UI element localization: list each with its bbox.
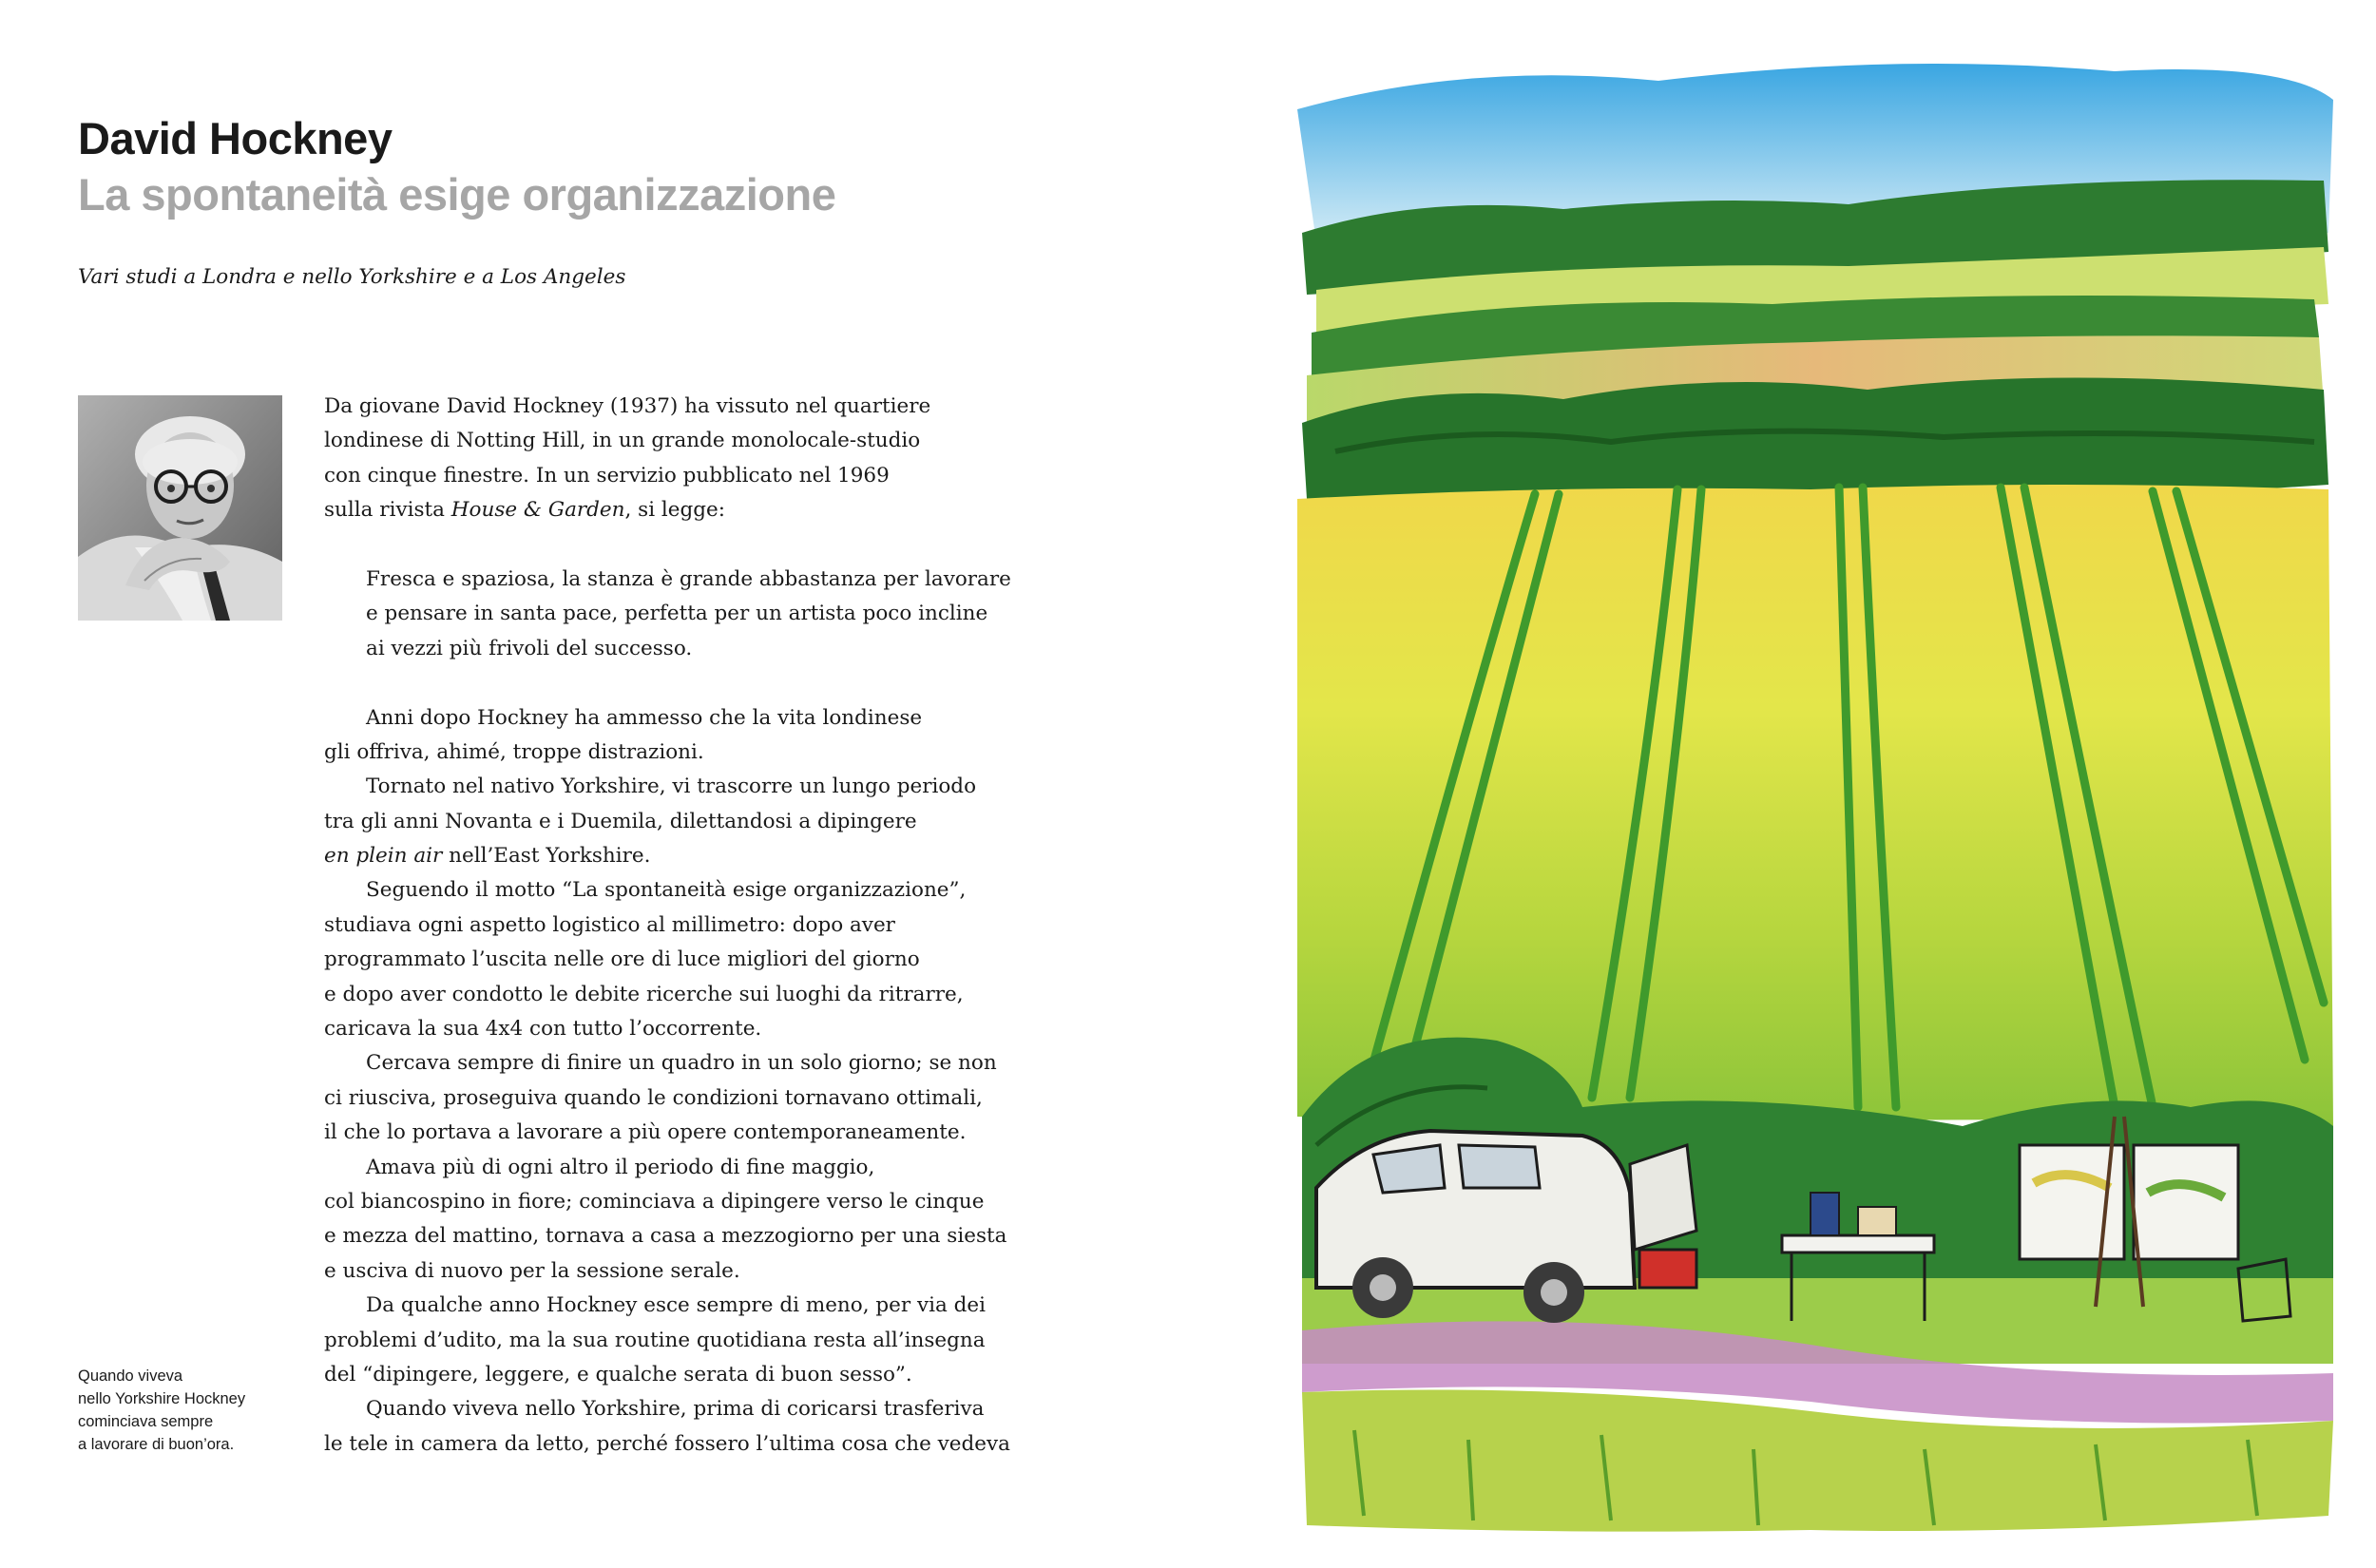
text-line: caricava la sua 4x4 con tutto l’occorrente. xyxy=(324,1017,762,1042)
text-span: nell’East Yorkshire. xyxy=(442,844,651,869)
quote-line: Fresca e spaziosa, la stanza è grande abbastanza per lavorare xyxy=(366,566,1011,591)
text-line: gli offriva, ahimé, troppe distrazioni. xyxy=(324,739,704,764)
portrait-photo xyxy=(78,395,282,621)
text-line: il che lo portava a lavorare a più opere contemporaneamente. xyxy=(324,1120,967,1145)
caption-line: a lavorare di buon’ora. xyxy=(78,1436,235,1453)
text-line: tra gli anni Novanta e i Duemila, dilettandosi a dipingere xyxy=(324,809,917,833)
portrait-illustration xyxy=(78,395,282,621)
text-line: le tele in camera da letto, perché fossero l’ultima cosa che vedeva xyxy=(324,1431,1010,1456)
text-line: Quando viveva nello Yorkshire, prima di coricarsi trasferiva xyxy=(366,1397,985,1422)
landscape-painting xyxy=(1278,52,2347,1539)
text-line: Seguendo il motto “La spontaneità esige organizzazione”, xyxy=(366,878,967,903)
text-line: e mezza del mattino, tornava a casa a mezzogiorno per una siesta xyxy=(324,1224,1007,1249)
caption-line: cominciava sempre xyxy=(78,1413,214,1430)
text-line: e usciva di nuovo per la sessione serale. xyxy=(324,1258,740,1283)
text-line: Anni dopo Hockney ha ammesso che la vita londinese xyxy=(366,705,923,730)
article-body xyxy=(324,390,1027,1462)
text-span: sulla rivista xyxy=(324,498,451,523)
text-line: londinese di Notting Hill, in un grande monolocale-studio xyxy=(324,429,921,453)
text-line: studiava ogni aspetto logistico al millimetro: dopo aver xyxy=(324,912,895,937)
text-em: en plein air xyxy=(324,844,443,869)
studios-line: Vari studi a Londra e nello Yorkshire e a Los Angeles xyxy=(78,265,626,289)
text-line: Tornato nel nativo Yorkshire, vi trascorre un lungo periodo xyxy=(366,774,977,799)
page-title: David Hockney xyxy=(78,113,393,163)
quote-line: ai vezzi più frivoli del successo. xyxy=(366,636,693,660)
caption-line: nello Yorkshire Hockney xyxy=(78,1390,246,1407)
landscape-illustration xyxy=(1278,52,2347,1539)
text-line xyxy=(324,493,1027,527)
text-line: e dopo aver condotto le debite ricerche sui luoghi da ritrarre, xyxy=(324,982,964,1006)
text-line: programmato l’uscita nelle ore di luce migliori del giorno xyxy=(324,947,920,972)
caption-line: Quando viveva xyxy=(78,1367,183,1385)
text-line: con cinque finestre. In un servizio pubblicato nel 1969 xyxy=(324,463,890,488)
text-line: Cercava sempre di finire un quadro in un solo giorno; se non xyxy=(366,1051,997,1076)
page-subtitle: La spontaneità esige organizzazione xyxy=(78,169,836,220)
text-line: Da qualche anno Hockney esce sempre di meno, per via dei xyxy=(366,1293,987,1318)
text-line: Da giovane David Hockney (1937) ha vissuto nel quartiere xyxy=(324,394,931,418)
text-line xyxy=(324,839,1027,873)
text-line: problemi d’udito, ma la sua routine quotidiana resta all’insegna xyxy=(324,1328,986,1352)
quote-line: e pensare in santa pace, perfetta per un artista poco incline xyxy=(366,602,988,626)
text-span: , si legge: xyxy=(624,498,726,523)
text-line: col biancospino in fiore; cominciava a dipingere verso le cinque xyxy=(324,1189,985,1214)
magazine-title: House & Garden xyxy=(450,498,625,523)
text-line: del “dipingere, leggere, e qualche serata di buon sesso”. xyxy=(324,1362,912,1386)
photo-caption xyxy=(78,1365,245,1456)
text-line: ci riusciva, proseguiva quando le condizioni tornavano ottimali, xyxy=(324,1085,983,1110)
text-line: Amava più di ogni altro il periodo di fine maggio, xyxy=(366,1155,875,1179)
